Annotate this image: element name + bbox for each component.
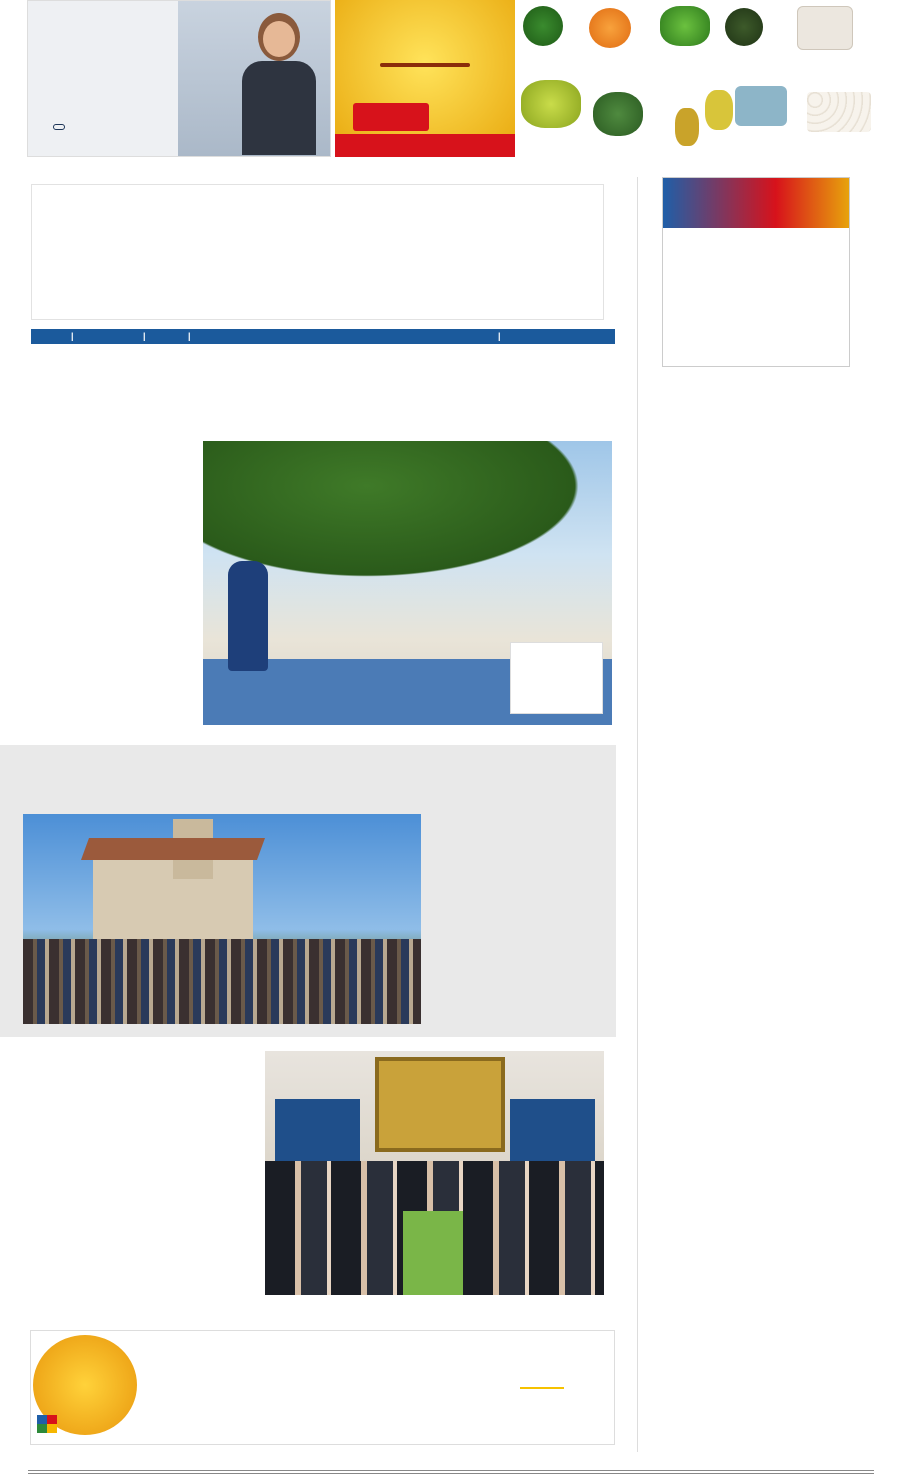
garlic-image xyxy=(797,6,853,50)
ad-parana-pascoa[interactable] xyxy=(335,0,515,157)
pumpkin-image xyxy=(725,8,763,46)
ad-integrado[interactable] xyxy=(27,0,331,157)
carreira-gas-note xyxy=(520,1387,564,1389)
papaya-image xyxy=(589,8,631,48)
crowd xyxy=(23,939,421,1024)
pascoa-subtitle xyxy=(380,63,470,67)
gas-cylinders-photo xyxy=(203,441,612,725)
lime-image xyxy=(660,6,710,46)
broccoli-image xyxy=(593,92,643,136)
edition-bar: | | | | xyxy=(31,329,615,344)
oculos-ad[interactable] xyxy=(510,642,603,714)
persimmon-image xyxy=(705,90,733,130)
eggs-image xyxy=(807,92,871,132)
column-divider xyxy=(637,177,638,1452)
chapel-photo xyxy=(23,814,421,1024)
worker-figure xyxy=(228,561,268,671)
ad-parana-produce[interactable] xyxy=(515,0,875,157)
bottom-rule-1 xyxy=(28,1470,874,1471)
ad-parana-side[interactable] xyxy=(662,177,850,367)
bottom-rule-2 xyxy=(28,1473,874,1474)
mambore-photo xyxy=(265,1051,604,1295)
pineapple-image xyxy=(675,108,699,146)
carreira-logo-icon xyxy=(37,1415,57,1433)
orange-image xyxy=(521,80,581,128)
integrado-cta[interactable] xyxy=(53,124,65,130)
watermelon-image xyxy=(523,6,563,46)
ad-carreira[interactable] xyxy=(30,1330,615,1445)
masthead xyxy=(31,184,604,320)
student-illustration xyxy=(228,5,328,155)
grapes-image xyxy=(735,86,787,126)
